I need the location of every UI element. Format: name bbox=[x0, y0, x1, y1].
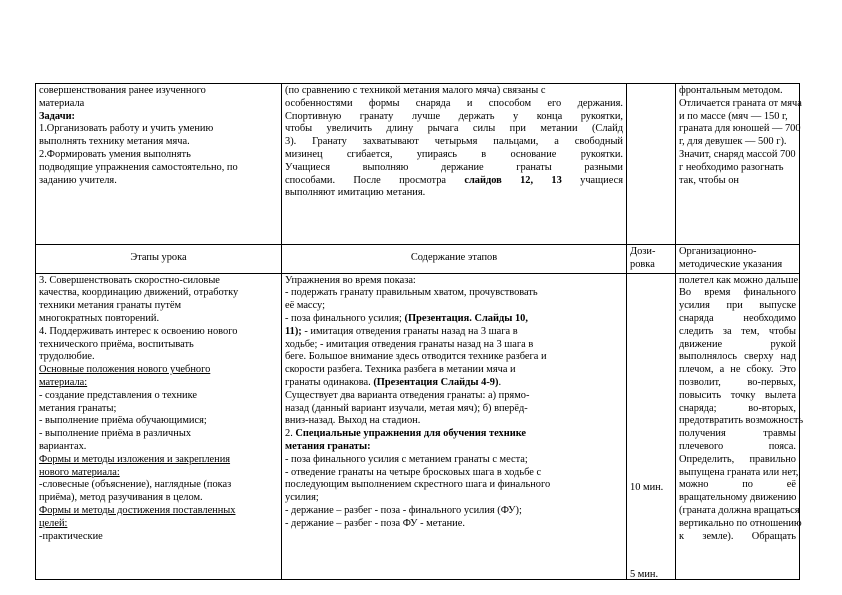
stage-line: 4. Поддерживать интерес к освоению нового bbox=[39, 325, 238, 337]
basics-heading: Основные положения нового учебного bbox=[39, 364, 211, 376]
content-text: способами. После просмотра bbox=[285, 174, 465, 186]
notes-line: и по массе (мяч — 150 г, bbox=[679, 110, 788, 122]
methodical-note-line: позволит, во-первых, bbox=[679, 376, 796, 388]
exercise-line: вниз-назад. Выход на стадион. bbox=[285, 415, 421, 427]
dosage-cell bbox=[627, 84, 676, 245]
header-content: Содержание этапов bbox=[282, 245, 627, 274]
methodical-note-line: Во время финального bbox=[679, 287, 796, 299]
methodical-note-line: выпущена граната или нет, bbox=[679, 466, 799, 478]
basics-line: - создание представления о технике bbox=[39, 389, 198, 401]
stage-line: техники метания гранаты путём bbox=[39, 300, 182, 312]
methodical-note-line: выполнялось сверху над bbox=[679, 351, 796, 363]
exercise-line: - держание – разбег - поза - финального усилия (ФУ); bbox=[285, 504, 522, 516]
exercise-line: ходьбе; - имитация отведения гранаты назад на 3 шага в bbox=[285, 338, 534, 350]
exercise-line: последующим выполнением скрестного шага и финального bbox=[285, 479, 551, 491]
slides-reference: слайдов 12, 13 bbox=[464, 174, 562, 186]
goal-text-line: материала bbox=[39, 97, 85, 109]
methodical-note-line: повысить точку вылета bbox=[679, 389, 796, 401]
header-org-notes bbox=[676, 245, 800, 274]
tasks-heading: Задачи: bbox=[39, 110, 76, 122]
slides-reference: (Презентация. Слайды 10, bbox=[404, 312, 528, 324]
methodical-note-line: Определить, правильно bbox=[679, 453, 796, 465]
forms-heading: Формы и методы изложения и закрепления bbox=[39, 453, 231, 465]
task-line: 1.Организовать работу и учить умению bbox=[39, 123, 214, 135]
exercise-line: её массу; bbox=[285, 300, 325, 312]
methodical-note-line: усилия при выпуске bbox=[679, 300, 796, 312]
methodical-notes-cell bbox=[676, 273, 804, 579]
goals-line: -практические bbox=[39, 530, 103, 542]
notes-line: Отличается граната от мяча bbox=[679, 97, 802, 109]
content-line: мизинец сгибается, упираясь в основание рукоятки. bbox=[285, 148, 623, 160]
header-dosage-line: ровка bbox=[630, 258, 655, 270]
exercise-text: - поза финального усилия; bbox=[285, 312, 405, 324]
exercise-line: - подержать гранату правильным хватом, прочувствовать bbox=[285, 287, 538, 299]
content-line: Спортивную гранату лучше держать у конца рукоятки, bbox=[285, 110, 623, 122]
basics-line: - выполнение приёма в различных bbox=[39, 428, 192, 440]
exercise-text: 2. bbox=[285, 428, 296, 440]
methodical-note-line: плечевого пояса. bbox=[679, 440, 796, 452]
content-line: особенностями формы снаряда и способом его держания. bbox=[285, 97, 623, 109]
exercise-line: беге. Большое внимание здесь отводится технике разбега и bbox=[285, 351, 547, 363]
forms-heading: нового материала: bbox=[39, 466, 120, 478]
special-exercises-heading: Специальные упражнения для обучения технике bbox=[295, 428, 527, 440]
methodical-note-line: полетел как можно дальше. bbox=[679, 274, 801, 286]
methodical-note-line: плечом, а не сбоку. Это bbox=[679, 364, 796, 376]
exercise-line bbox=[285, 428, 623, 441]
exercise-line: скорости разбега. Техника разбега в метании мяча и bbox=[285, 364, 516, 376]
exercise-line: - отведение гранаты на четыре бросковых шага в ходьбе с bbox=[285, 466, 542, 478]
exercise-line: - поза финального усилия с метанием гранаты с места; bbox=[285, 453, 528, 465]
table-header-row bbox=[36, 245, 800, 274]
exercise-text: . bbox=[498, 376, 502, 388]
methodical-note-line: (граната должна вращаться bbox=[679, 504, 800, 516]
header-org-line: методические указания bbox=[679, 258, 783, 270]
exercise-line: назад (данный вариант изучали, метая мяч); б) вперёд- bbox=[285, 402, 528, 414]
task-line: подводящие упражнения самостоятельно, по bbox=[39, 161, 238, 173]
methodical-note-line: можно по её bbox=[679, 479, 796, 491]
methodical-note-line: к земле). Обращать bbox=[679, 530, 796, 542]
basics-heading: материала: bbox=[39, 376, 88, 388]
exercise-line: усилия; bbox=[285, 492, 319, 504]
slides-reference: (Презентация Слайды 4-9) bbox=[373, 376, 499, 388]
header-org-line: Организационно- bbox=[679, 246, 757, 257]
stage-line: многократных повторений. bbox=[39, 312, 160, 324]
content-line: 3). Гранату захватывают четырьмя пальцами, а свободный bbox=[285, 136, 623, 148]
dosage-value: 5 мин. bbox=[630, 568, 659, 580]
forms-line: приёма), метод разучивания в целом. bbox=[39, 492, 203, 504]
dosage-cell bbox=[627, 273, 676, 579]
task-line: выполнять технику метания мяча. bbox=[39, 136, 190, 148]
lesson-plan-table bbox=[35, 83, 804, 580]
basics-line: метания гранаты; bbox=[39, 402, 117, 414]
exercise-text: гранаты одинакова. bbox=[285, 376, 374, 388]
forms-line: -словесные (объяснение), наглядные (показ bbox=[39, 479, 232, 491]
content-line: Учащиеся выполняю держание гранаты разными bbox=[285, 161, 623, 173]
content-text: учащиеся bbox=[561, 174, 623, 186]
content-cell bbox=[282, 84, 627, 245]
task-line: 2.Формировать умения выполнять bbox=[39, 148, 191, 160]
notes-cell bbox=[676, 84, 800, 245]
exercise-line: Упражнения во время показа: bbox=[285, 274, 416, 286]
basics-line: вариантах. bbox=[39, 440, 87, 452]
notes-line: фронтальным методом. bbox=[679, 85, 783, 96]
content-line: выполняют имитацию метания. bbox=[285, 187, 426, 199]
stage-line: 3. Совершенствовать скоростно-силовые bbox=[39, 274, 220, 286]
exercise-line: - держание – разбег - поза ФУ - метание. bbox=[285, 517, 465, 529]
table-row-continuation bbox=[36, 84, 800, 245]
goals-heading: целей: bbox=[39, 517, 68, 529]
methodical-note-line: снаряда необходимо bbox=[679, 312, 796, 324]
exercise-line: Существует два варианта отведения гранаты: а) прямо- bbox=[285, 389, 530, 401]
exercise-line bbox=[285, 326, 623, 339]
stages-cell bbox=[36, 273, 282, 579]
exercise-line bbox=[285, 313, 623, 326]
content-line: чтобы увеличить длину рычага силы при метании (Слайд bbox=[285, 123, 623, 135]
methodical-note-line: вращательному движению bbox=[679, 492, 797, 504]
table-row-main bbox=[36, 273, 800, 579]
content-line: (по сравнению с техникой метания малого мяча) связаны с bbox=[285, 85, 546, 96]
methodical-note-line: предотвратить возможность bbox=[679, 415, 804, 427]
methodical-note-line: вертикально по отношению bbox=[679, 517, 802, 529]
notes-line: г, для девушек — 500 г). bbox=[679, 136, 787, 148]
content-line-slides bbox=[285, 175, 623, 188]
header-dosage bbox=[627, 245, 676, 274]
notes-line: граната для юношей — 700 bbox=[679, 123, 801, 135]
goal-text-line: совершенствования ранее изученного bbox=[39, 85, 206, 96]
dosage-value: 10 мин. bbox=[630, 481, 664, 493]
stage-line: качества, координацию движений, отработку bbox=[39, 287, 239, 299]
goals-heading: Формы и методы достижения поставленных bbox=[39, 504, 236, 516]
methodical-note-line: следить за тем, чтобы bbox=[679, 325, 796, 337]
methodical-note-line: движение рукой bbox=[679, 338, 796, 350]
task-line: заданию учителя. bbox=[39, 174, 117, 186]
header-stages: Этапы урока bbox=[36, 245, 282, 274]
notes-line: так, чтобы он bbox=[679, 174, 739, 186]
notes-line: Значит, снаряд массой 700 bbox=[679, 148, 796, 160]
stage-line: технического приёма, воспитывать bbox=[39, 338, 194, 350]
slides-reference: 11); bbox=[285, 325, 302, 337]
exercise-text: - имитация отведения гранаты назад на 3 шага в bbox=[301, 325, 518, 337]
methodical-note-line: получения травмы bbox=[679, 428, 796, 440]
special-exercises-heading: метания гранаты: bbox=[285, 440, 371, 452]
methodical-note-line: снаряда; во-вторых, bbox=[679, 402, 796, 414]
notes-line: г необходимо разогнать bbox=[679, 161, 784, 173]
exercise-line bbox=[285, 377, 623, 390]
stage-line: трудолюбие. bbox=[39, 351, 95, 363]
goals-cell bbox=[36, 84, 282, 245]
basics-line: - выполнение приёма обучающимися; bbox=[39, 415, 207, 427]
exercises-cell bbox=[282, 273, 627, 579]
header-dosage-line: Дози- bbox=[630, 246, 656, 257]
